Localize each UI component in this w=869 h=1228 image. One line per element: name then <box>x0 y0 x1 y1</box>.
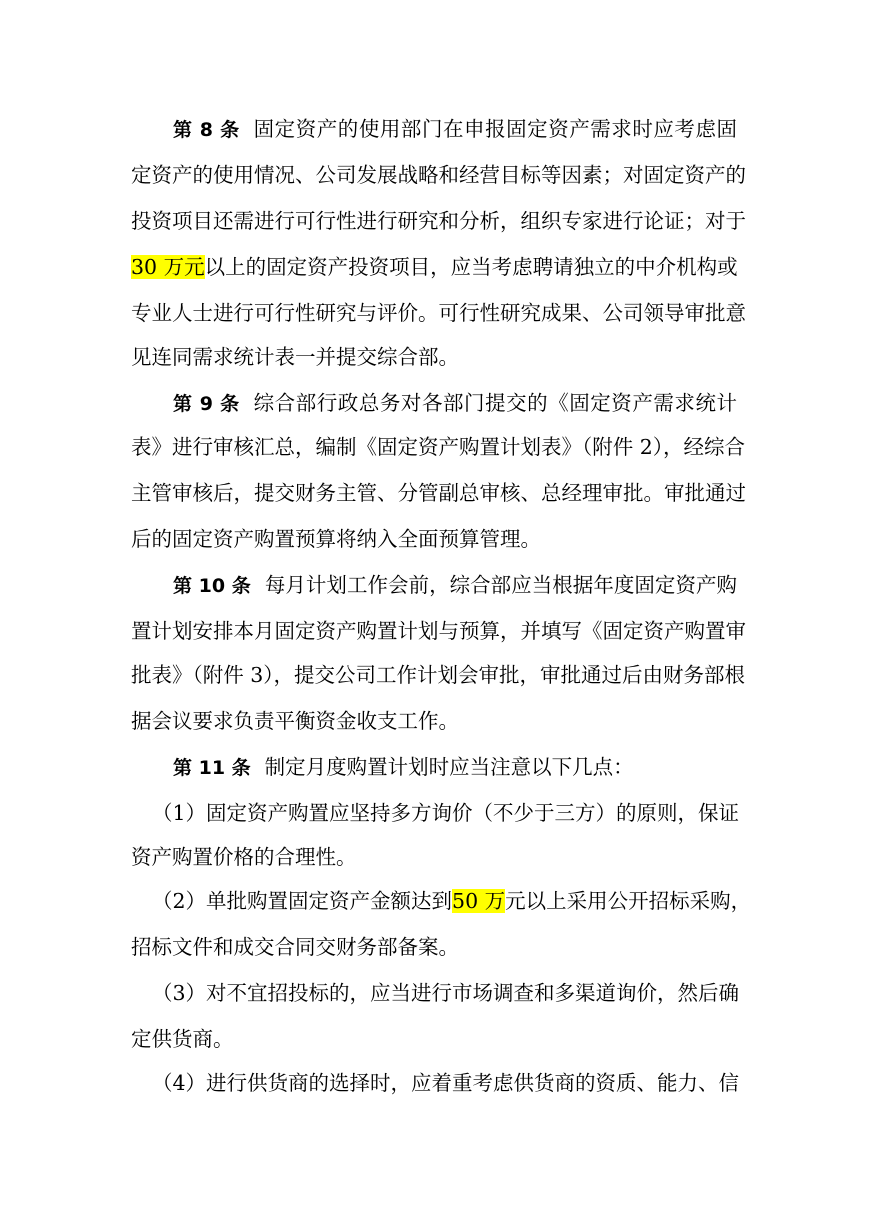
item-1-line-1: （1）固定资产购置应坚持多方询价（不少于三方）的原则，保证 <box>152 801 740 825</box>
item-1-line-2: 资产购置价格的合理性。 <box>131 845 357 869</box>
article-8-line-3: 投资项目还需进行可行性进行研究和分析，组织专家进行论证；对于 <box>131 209 746 233</box>
highlight-amount-30: 30 万元 <box>131 255 205 279</box>
article-8-line-5: 专业人士进行可行性研究与评价。可行性研究成果、公司领导审批意 <box>131 301 746 325</box>
item-3-line-1: （3）对不宜招投标的，应当进行市场调查和多渠道询价，然后确 <box>152 981 740 1005</box>
article-9-line-3: 主管审核后，提交财务主管、分管副总审核、总经理审批。审批通过 <box>131 481 746 505</box>
article-10-label: 第 10 条 <box>173 575 251 597</box>
item-2-suffix: 元以上采用公开招标采购， <box>505 889 752 913</box>
article-8-line-1 <box>173 114 737 144</box>
item-2-prefix: （2）单批购置固定资产金额达到 <box>152 889 453 913</box>
article-9-label: 第 9 条 <box>173 393 240 415</box>
article-8-line-4 <box>131 252 737 282</box>
article-8-text: 固定资产的使用部门在申报固定资产需求时应考虑固 <box>253 117 738 141</box>
article-8-line-4-text: 以上的固定资产投资项目，应当考虑聘请独立的中介机构或 <box>204 255 738 279</box>
article-10-line-1 <box>173 570 737 600</box>
article-10-line-4: 据会议要求负责平衡资金收支工作。 <box>131 709 459 733</box>
article-8-label: 第 8 条 <box>173 119 240 141</box>
article-9-line-1 <box>173 388 737 418</box>
article-8-line-2: 定资产的使用情况、公司发展战略和经营目标等因素；对固定资产的 <box>131 163 746 187</box>
article-11-label: 第 11 条 <box>173 757 251 779</box>
article-11-line-1 <box>173 752 737 782</box>
highlight-amount-50: 50 万 <box>452 889 506 913</box>
item-4-line-1: （4）进行供货商的选择时，应着重考虑供货商的资质、能力、信 <box>152 1071 740 1095</box>
article-9-text: 综合部行政总务对各部门提交的《固定资产需求统计 <box>253 391 738 415</box>
article-8-line-6: 见连同需求统计表一并提交综合部。 <box>131 345 459 369</box>
item-2-line-2: 招标文件和成交合同交财务部备案。 <box>131 935 459 959</box>
article-9-line-2: 表》进行审核汇总，编制《固定资产购置计划表》（附件 2），经综合 <box>131 435 746 459</box>
item-3-line-2: 定供货商。 <box>131 1027 234 1051</box>
article-10-text: 每月计划工作会前，综合部应当根据年度固定资产购 <box>264 573 738 597</box>
article-9-line-4: 后的固定资产购置预算将纳入全面预算管理。 <box>131 527 541 551</box>
item-2-line-1 <box>152 886 752 916</box>
article-10-line-2: 置计划安排本月固定资产购置计划与预算，并填写《固定资产购置审 <box>131 619 746 643</box>
article-11-text: 制定月度购置计划时应当注意以下几点： <box>264 755 634 779</box>
article-10-line-3: 批表》（附件 3），提交公司工作计划会审批，审批通过后由财务部根 <box>131 663 746 687</box>
